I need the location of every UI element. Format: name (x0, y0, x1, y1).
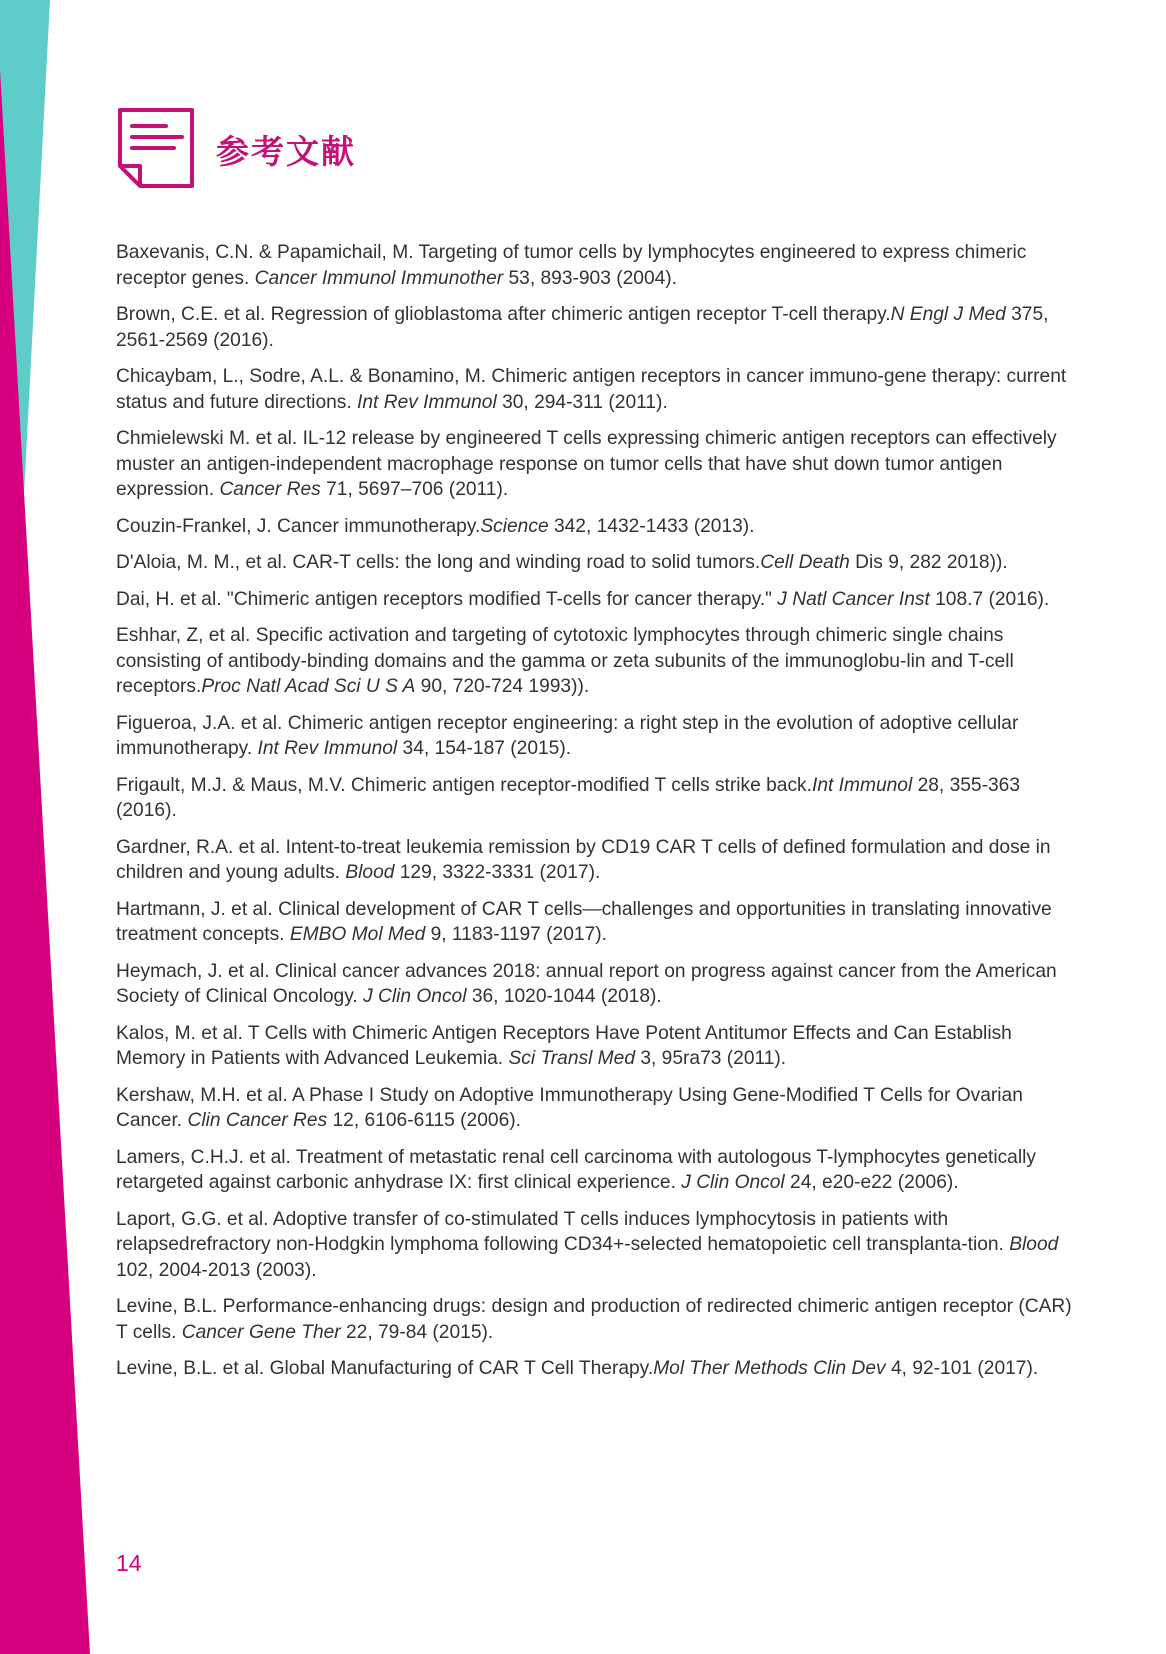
reference-item (116, 897, 1076, 948)
page-title: 参考文献 (216, 131, 356, 171)
reference-citation: 28, 355-363 (2016). (116, 774, 1020, 821)
reference-citation: 129, 3322-3331 (2017). (394, 862, 601, 883)
reference-item (116, 711, 1076, 762)
reference-citation: 22, 79-84 (2015). (340, 1321, 494, 1343)
reference-citation: 102, 2004-2013 (2003). (116, 1259, 317, 1281)
reference-journal: Clin Cancer Res (187, 1110, 328, 1131)
reference-citation: 71, 5697–706 (2011). (320, 479, 509, 500)
page-number: 14 (116, 1550, 142, 1576)
reference-citation: 375, 2561-2569 (2016). (116, 304, 1049, 351)
reference-journal: Sci Transl Med (508, 1048, 636, 1069)
reference-citation: 36, 1020-1044 (2018). (466, 986, 662, 1007)
reference-item (116, 550, 1076, 576)
reference-text: Kalos, M. et al. T Cells with Chimeric Antigen Receptors Have Potent Antitumor Effects and Can Establish Memory in Patients with Advanced Leukemia. (116, 1022, 1012, 1069)
reference-item (116, 1021, 1076, 1072)
reference-citation: 12, 6106-6115 (2006). (327, 1110, 521, 1131)
reference-journal: Cell Death (760, 552, 850, 573)
reference-text: Eshhar, Z, et al. Specific activation and targeting of cytotoxic lymphocytes through chimeric single chains consisting of antibody-binding domains and the gamma or zeta subunits of the immunoglobu-lin and T-cell receptors. (116, 625, 1014, 697)
reference-item (116, 959, 1076, 1010)
reference-journal: Int Rev Immunol (257, 738, 398, 759)
reference-journal: Blood (1009, 1234, 1059, 1255)
reference-citation: 108.7 (2016). (929, 588, 1050, 610)
reference-text: Brown, C.E. et al. Regression of glioblastoma after chimeric antigen receptor T-cell therapy. (116, 304, 891, 325)
reference-item (116, 1145, 1076, 1196)
reference-item (116, 1207, 1076, 1284)
reference-text: Figueroa, J.A. et al. Chimeric antigen receptor engineering: a right step in the evolution of adoptive cellular immunotherapy. (116, 712, 1019, 759)
reference-journal: Mol Ther Methods Clin Dev (653, 1358, 886, 1379)
reference-citation: 34, 154-187 (2015). (397, 738, 572, 759)
reference-journal: Science (480, 515, 549, 537)
reference-journal: Cancer Gene Ther (181, 1321, 341, 1343)
teal-band (0, 0, 50, 570)
reference-journal: Int Immunol (811, 774, 913, 796)
reference-text: D'Aloia, M. M., et al. CAR-T cells: the long and winding road to solid tumors. (116, 552, 761, 573)
reference-item (116, 587, 1076, 613)
reference-text: Couzin-Frankel, J. Cancer immunotherapy. (116, 515, 481, 537)
reference-item (116, 240, 1076, 291)
reference-text: Levine, B.L. Performance-enhancing drugs: design and production of redirected chimeric antigen receptor (CAR) T cells. (116, 1296, 1072, 1343)
reference-journal: J Clin Oncol (681, 1172, 785, 1193)
reference-item (116, 302, 1076, 353)
reference-text: Kershaw, M.H. et al. A Phase I Study on Adoptive Immunotherapy Using Gene-Modified T Cells for Ovarian Cancer. (116, 1084, 1023, 1131)
reference-journal: Blood (345, 862, 395, 883)
reference-text: Baxevanis, C.N. & Papamichail, M. Targeting of tumor cells by lymphocytes engineered to express chimeric receptor genes. (116, 242, 1027, 289)
section-header (116, 106, 356, 192)
reference-list (116, 240, 1076, 1393)
reference-citation: 9, 1183-1197 (2017). (425, 924, 607, 945)
reference-journal: N Engl J Med (890, 304, 1006, 325)
reference-item (116, 514, 1076, 540)
reference-journal: EMBO Mol Med (289, 924, 426, 945)
reference-item (116, 623, 1076, 700)
decorative-side-band (0, 0, 120, 1654)
reference-citation: 90, 720-724 1993)). (415, 676, 590, 697)
reference-text: Heymach, J. et al. Clinical cancer advances 2018: annual report on progress against cancer from the American Society of Clinical Oncology. (116, 960, 1057, 1007)
reference-text: Hartmann, J. et al. Clinical development of CAR T cells—challenges and opportunities in translating innovative treatment concepts. (116, 898, 1052, 945)
reference-text: Lamers, C.H.J. et al. Treatment of metastatic renal cell carcinoma with autologous T-lymphocytes genetically retargeted against carbonic anhydrase IX: first clinical experience. (116, 1146, 1036, 1193)
reference-text: Chicaybam, L., Sodre, A.L. & Bonamino, M. Chimeric antigen receptors in cancer immuno-gene therapy: current status and future directions. (116, 366, 1067, 413)
reference-text: Chmielewski M. et al. IL-12 release by engineered T cells expressing chimeric antigen receptors can effectively muster an antigen-independent macrophage response on tumor cells that have shut down tumor antigen expression. (116, 428, 1057, 500)
reference-item (116, 426, 1076, 503)
reference-citation: 4, 92-101 (2017). (885, 1358, 1039, 1379)
reference-item (116, 1356, 1076, 1382)
reference-journal: Int Rev Immunol (357, 391, 497, 413)
reference-text: Levine, B.L. et al. Global Manufacturing of CAR T Cell Therapy. (116, 1358, 654, 1379)
reference-journal: Cancer Res (219, 479, 321, 500)
magenta-band (0, 70, 90, 1654)
reference-item (116, 1083, 1076, 1134)
reference-journal: Proc Natl Acad Sci U S A (201, 676, 416, 697)
document-note-icon (116, 106, 200, 192)
reference-item (116, 773, 1076, 824)
reference-citation: Dis 9, 282 2018)). (849, 552, 1008, 573)
reference-item (116, 1294, 1076, 1345)
reference-journal: Cancer Immunol Immunother (254, 267, 504, 289)
reference-journal: J Natl Cancer Inst (777, 588, 930, 610)
reference-text: Frigault, M.J. & Maus, M.V. Chimeric antigen receptor-modified T cells strike back. (116, 774, 812, 796)
reference-journal: J Clin Oncol (363, 986, 467, 1007)
reference-citation: 53, 893-903 (2004). (503, 267, 678, 289)
reference-text: Dai, H. et al. "Chimeric antigen receptors modified T-cells for cancer therapy." (116, 588, 778, 610)
reference-item (116, 835, 1076, 886)
reference-citation: 3, 95ra73 (2011). (635, 1048, 787, 1069)
reference-text: Gardner, R.A. et al. Intent-to-treat leukemia remission by CD19 CAR T cells of defined formulation and dose in children and young adults. (116, 836, 1051, 883)
reference-item (116, 364, 1076, 415)
reference-text: Laport, G.G. et al. Adoptive transfer of co-stimulated T cells induces lymphocytosis in patients with relapsedrefractory non-Hodgkin lymphoma following CD34+-selected hematopoietic cell transplanta-tion. (116, 1208, 1010, 1255)
reference-citation: 24, e20-e22 (2006). (784, 1172, 959, 1193)
reference-citation: 342, 1432-1433 (2013). (548, 515, 755, 537)
reference-citation: 30, 294-311 (2011). (496, 391, 668, 413)
